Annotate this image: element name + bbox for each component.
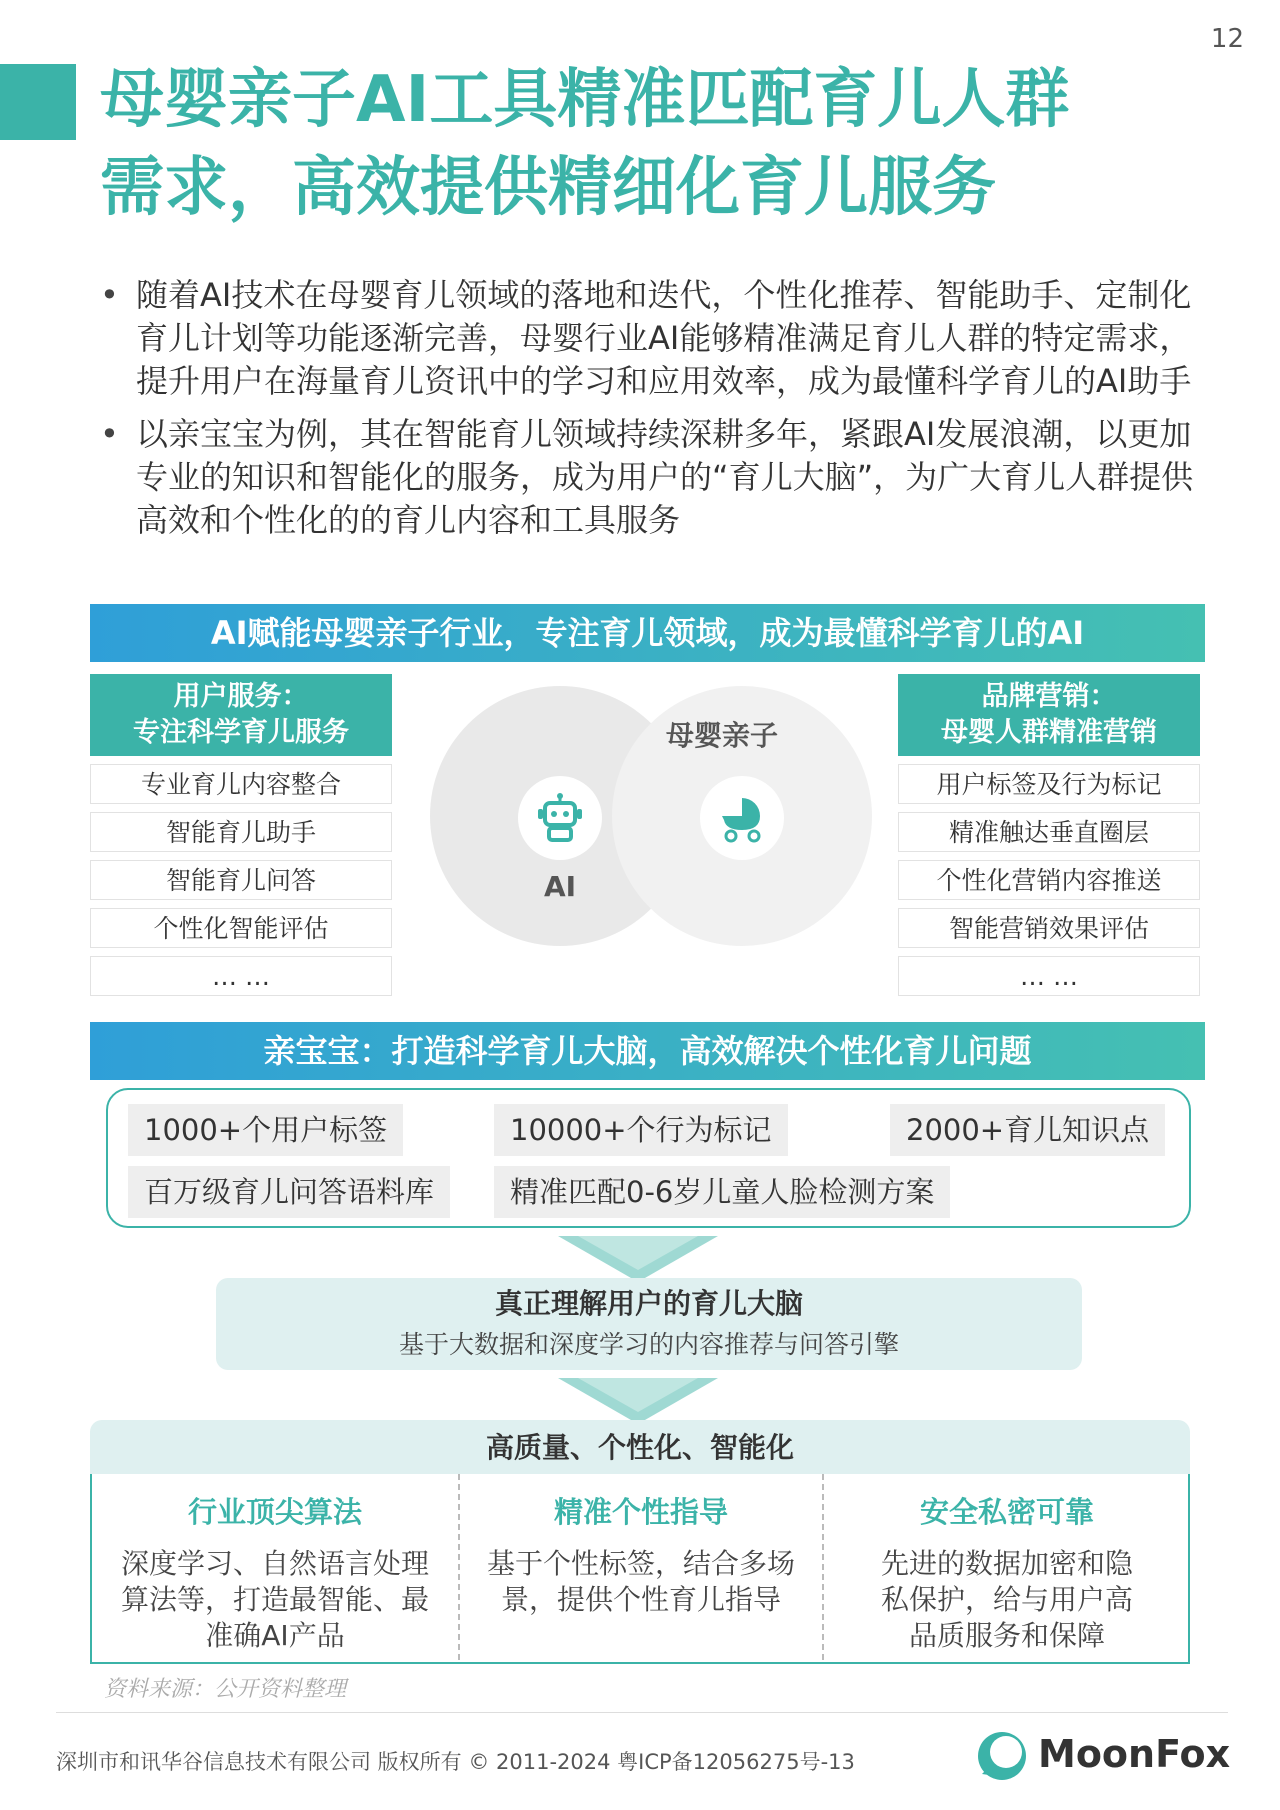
quality-desc-line: 私保护，给与用户高 [880,1583,1133,1616]
user-service-item: … … [90,956,392,996]
quality-column-security [824,1474,1190,1660]
quality-column-guidance [458,1474,824,1660]
quality-column-algorithm [92,1474,458,1660]
quality-desc-line: 算法等，打造最智能、最 [120,1583,429,1616]
robot-icon [534,792,586,844]
quality-columns [90,1474,1190,1664]
brand-marketing-header-line1: 品牌营销： [981,681,1117,712]
bullet-item: • 以亲宝宝为例，其在智能育儿领域持续深耕多年，紧跟AI发展浪潮，以更加专业的知识和智能化的服务，成为用户的“育儿大脑”，为广大育儿人群提供高效和个性化的的育儿内容和工具服务 [100,413,1220,542]
brain-subtitle: 基于大数据和深度学习的内容推荐与问答引擎 [398,1330,899,1359]
quality-desc-line: 先进的数据加密和隐 [880,1547,1133,1580]
quality-desc-line: 品质服务和保障 [908,1619,1105,1652]
quality-column-title: 安全私密可靠 [919,1495,1094,1529]
capability-tag: 1000+个用户标签 [128,1104,403,1156]
venn-label-ai: AI [543,870,577,903]
capability-tag-box [106,1088,1191,1228]
user-service-header-line1: 用户服务： [173,681,309,712]
footer-divider [56,1712,1228,1713]
capability-tag: 2000+育儿知识点 [890,1104,1165,1156]
quality-column-desc [92,1546,458,1654]
capability-tag: 精准匹配0-6岁儿童人脸检测方案 [494,1166,950,1218]
quality-desc-line: 景，提供个性育儿指导 [500,1583,781,1616]
brain-title: 真正理解用户的育儿大脑 [494,1287,803,1320]
quality-desc-line: 深度学习、自然语言处理 [120,1547,429,1580]
section-banner-qinbaobao: 亲宝宝：打造科学育儿大脑，高效解决个性化育儿问题 [90,1022,1205,1080]
footer-copyright: 深圳市和讯华谷信息技术有限公司 版权所有 © 2011-2024 粤ICP备12056275号-13 [56,1750,855,1774]
moonfox-logo-icon [976,1730,1028,1782]
stroller-icon [716,792,768,844]
page-title [100,56,1250,232]
quality-column-title: 精准个性指导 [553,1495,728,1529]
user-service-item: 个性化智能评估 [90,908,392,948]
ai-mother-venn-diagram [420,680,880,950]
user-service-item: 专业育儿内容整合 [90,764,392,804]
quality-column-title: 行业顶尖算法 [187,1495,362,1529]
brand-marketing-item: … … [898,956,1200,996]
section-banner-ai: AI赋能母婴亲子行业，专注育儿领域，成为最懂科学育儿的AI [90,604,1205,662]
brand-marketing-header [898,674,1200,756]
brand-marketing-column [898,674,1200,996]
moonfox-logo-text: MoonFox [1038,1732,1231,1776]
user-service-column [90,674,392,996]
user-service-item: 智能育儿助手 [90,812,392,852]
venn-label-mother: 母婴亲子 [665,719,778,752]
brand-marketing-header-line2: 母婴人群精准营销 [941,717,1157,748]
quality-column-desc [824,1546,1190,1654]
quality-column-desc [460,1546,822,1618]
brand-marketing-item: 个性化营销内容推送 [898,860,1200,900]
user-service-item: 智能育儿问答 [90,860,392,900]
down-arrow-icon [558,1236,718,1282]
page-number: 12 [1210,24,1244,54]
user-service-header-line2: 专注科学育儿服务 [133,717,349,748]
parenting-brain-box [216,1278,1082,1370]
quality-desc-line: 基于个性标签，结合多场 [486,1547,795,1580]
user-service-header [90,674,392,756]
quality-header: 高质量、个性化、智能化 [90,1420,1190,1476]
quality-desc-line: 准确AI产品 [205,1619,345,1652]
capability-tag: 10000+个行为标记 [494,1104,788,1156]
capability-tag: 百万级育儿问答语料库 [128,1166,450,1218]
brand-marketing-item: 用户标签及行为标记 [898,764,1200,804]
source-note: 资料来源：公开资料整理 [104,1677,347,1702]
moonfox-logo [976,1726,1236,1786]
brand-marketing-item: 精准触达垂直圈层 [898,812,1200,852]
title-line-2: 需求，高效提供精细化育儿服务 [100,151,996,225]
title-line-1: 母婴亲子AI工具精准匹配育儿人群 [100,63,1070,137]
bullet-item: • 随着AI技术在母婴育儿领域的落地和迭代，个性化推荐、智能助手、定制化育儿计划等功能逐渐完善，母婴行业AI能够精准满足育儿人群的特定需求，提升用户在海量育儿资讯中的学习和应用效率，成为最懂科学育儿的AI助手 [100,274,1220,403]
brand-marketing-item: 智能营销效果评估 [898,908,1200,948]
title-accent-bar [0,64,76,140]
bullet-list [100,274,1220,552]
down-arrow-icon [558,1378,718,1424]
